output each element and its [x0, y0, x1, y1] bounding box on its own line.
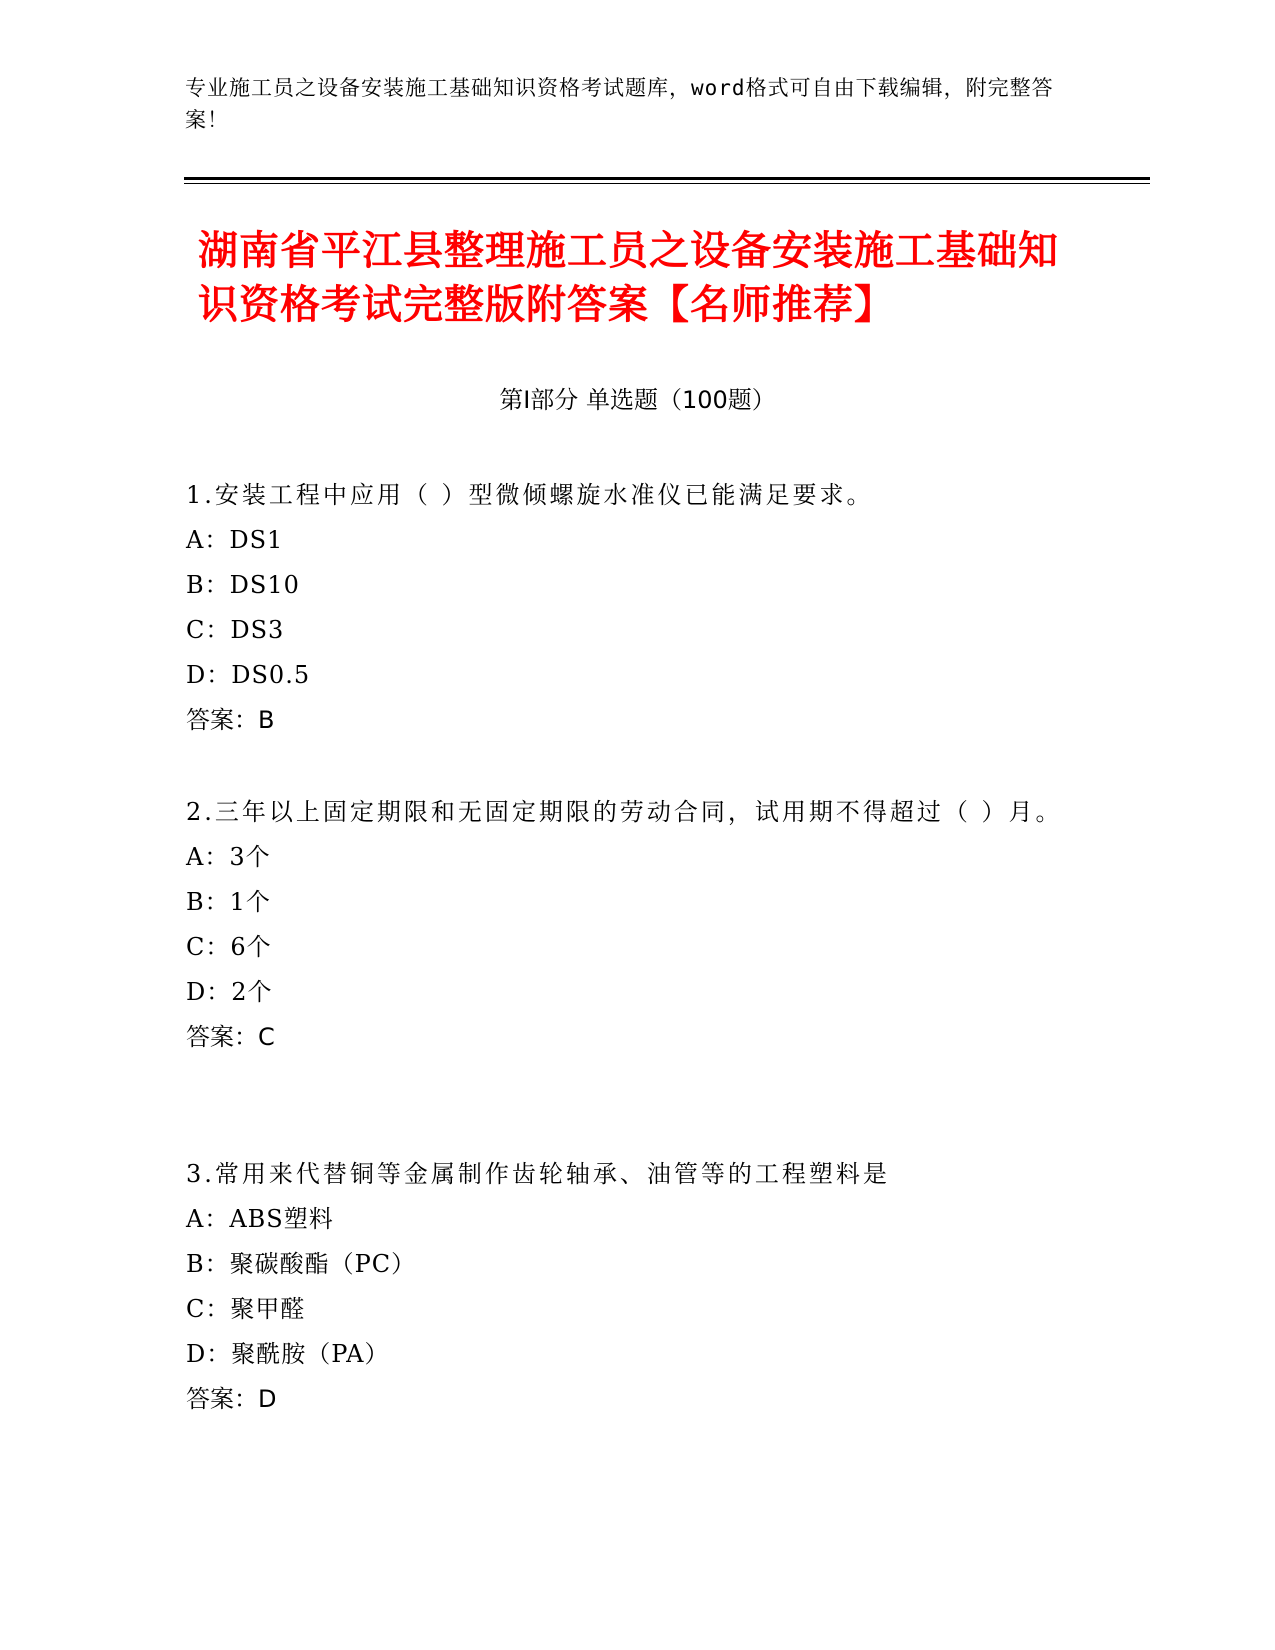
question-stem: 1.安装工程中应用（ ）型微倾螺旋水准仪已能满足要求。 — [186, 481, 874, 509]
header-note: 专业施工员之设备安装施工基础知识资格考试题库，word格式可自由下载编辑，附完整答案！ — [185, 76, 1054, 132]
option-b: B：DS10 — [186, 571, 300, 599]
option-c: C：聚甲醛 — [186, 1295, 306, 1323]
option-a: A：DS1 — [186, 526, 284, 554]
answer: 答案：B — [186, 706, 275, 734]
option-b: B：1个 — [186, 888, 271, 916]
option-d: D：2个 — [186, 978, 273, 1006]
option-d: D：DS0.5 — [186, 661, 311, 689]
section-title: 第Ⅰ部分 单选题（100题） — [499, 386, 776, 414]
document-title: 湖南省平江县整理施工员之设备安装施工基础知识资格考试完整版附答案【名师推荐】 — [198, 228, 1059, 328]
question-2 — [186, 790, 1066, 1060]
header-rule-thin — [184, 183, 1150, 184]
question-stem: 2.三年以上固定期限和无固定期限的劳动合同，试用期不得超过（ ）月。 — [186, 798, 1063, 826]
question-3 — [186, 1152, 1066, 1422]
question-1 — [186, 473, 1066, 743]
answer: 答案：C — [186, 1023, 275, 1051]
answer: 答案：D — [186, 1385, 277, 1413]
option-c: C：DS3 — [186, 616, 285, 644]
option-d: D：聚酰胺（PA） — [186, 1340, 390, 1368]
option-b: B：聚碳酸酯（PC） — [186, 1250, 417, 1278]
option-c: C：6个 — [186, 933, 272, 961]
header-rule-thick — [184, 177, 1150, 180]
option-a: A：3个 — [186, 843, 271, 871]
question-stem: 3.常用来代替铜等金属制作齿轮轴承、油管等的工程塑料是 — [186, 1160, 890, 1188]
option-a: A：ABS塑料 — [186, 1205, 334, 1233]
